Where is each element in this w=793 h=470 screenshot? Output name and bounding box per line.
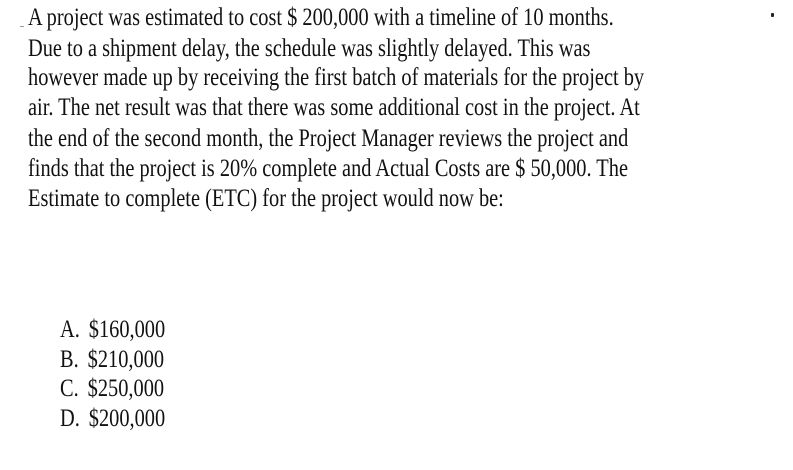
choice-c[interactable]	[60, 375, 164, 403]
margin-tick	[20, 26, 24, 27]
choice-letter: C.	[60, 375, 79, 402]
choice-d[interactable]	[60, 405, 165, 433]
choice-a[interactable]	[60, 316, 165, 344]
question-line-6: finds that the project is 20% complete and Actual Costs are $ 50,000. The	[28, 155, 628, 182]
choice-b[interactable]	[60, 346, 164, 374]
choice-value: $200,000	[88, 405, 166, 432]
choice-letter: B.	[60, 346, 79, 373]
question-line-1: A project was estimated to cost $ 200,000 with a timeline of 10 months.	[28, 4, 614, 31]
choice-letter: D.	[60, 405, 80, 432]
question-line-5: the end of the second month, the Project Manager reviews the project and	[28, 125, 629, 152]
choice-value: $250,000	[87, 375, 165, 402]
question-line-2: Due to a shipment delay, the schedule was slightly delayed. This was	[28, 35, 591, 62]
choice-value: $160,000	[88, 316, 166, 343]
choice-letter: A.	[60, 316, 80, 343]
question-line-7: Estimate to complete (ETC) for the project would now be:	[28, 185, 504, 212]
question-line-3: however made up by receiving the first batch of materials for the project by	[28, 64, 645, 91]
edge-mark	[771, 13, 774, 17]
question-line-4: air. The net result was that there was some additional cost in the project. At	[28, 94, 640, 121]
choice-value: $210,000	[87, 346, 165, 373]
